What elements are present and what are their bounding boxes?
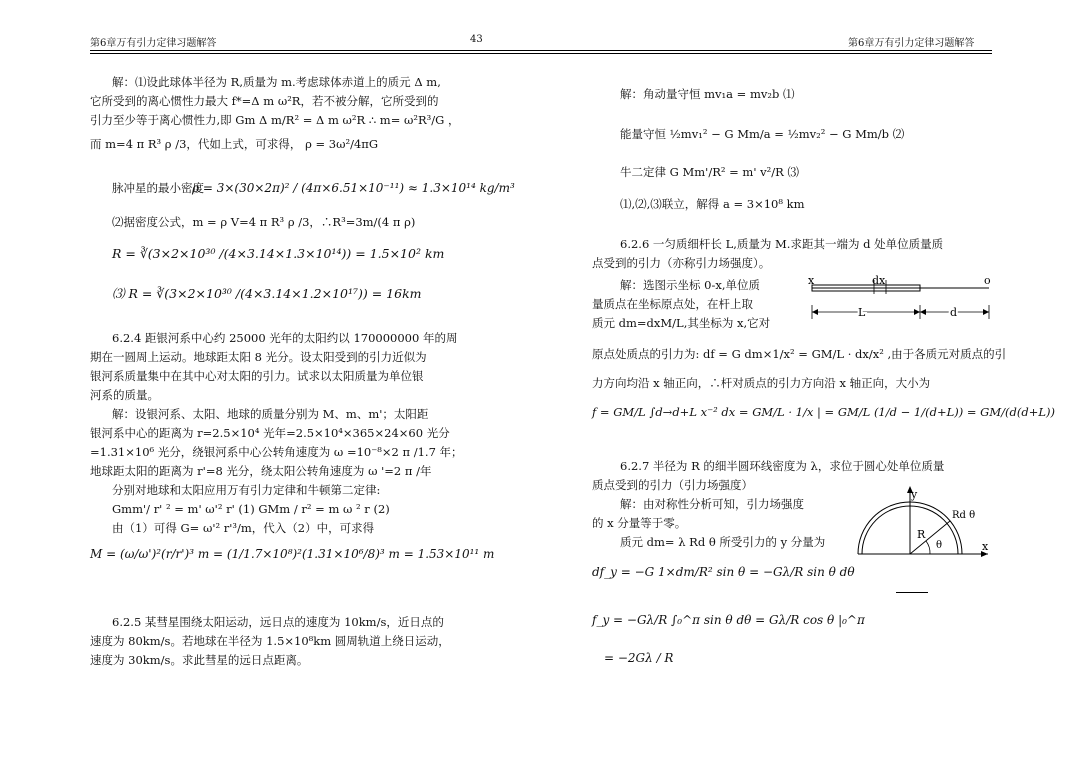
final-result-equation: = −2Gλ / R [604, 651, 674, 665]
ring-R-label: R [917, 528, 926, 541]
rod-d-label: d [950, 306, 958, 319]
fy-equation: f_y = −Gλ/R ∫₀^π sin θ dθ = Gλ/R cos θ |₀^π [592, 613, 865, 627]
rod-origin-label: o [984, 274, 991, 287]
galaxy-mass-equation: M = (ω/ω')²(r/r')³ m = (1/1.7×10⁸)²(1.31×10⁶/8)³ m = 1.53×10¹¹ m [90, 547, 495, 561]
p625-line-3: 速度为 30km/s。求此彗星的远日点距离。 [90, 653, 309, 667]
semicircle-ring-figure [850, 482, 992, 562]
p626-cont-line-1: 原点处质点的引力为: df = G dm×1/x² = GM/L · dx/x² ,由于各质元对质点的引 [592, 347, 1007, 361]
solution-result: ⑴,⑵,⑶联立，解得 a = 3×10⁸ km [620, 197, 805, 211]
page-number: 43 [470, 34, 483, 45]
ring-x-label: x [982, 540, 989, 553]
rod-dx-label: dx [872, 274, 886, 287]
header-rule [90, 50, 992, 51]
rod-figure [804, 274, 992, 324]
p624-line-1: 6.2.4 距银河系中心约 25000 光年的太阳约以 170000000 年的周 [112, 331, 458, 345]
header-left-title: 第6章万有引力定律习题解答 [90, 38, 217, 49]
p1-line-4: 而 m=4 π R³ ρ /3，代如上式，可求得， ρ = 3ω²/4πG [90, 137, 379, 151]
p624-line-5: 解：设银河系、太阳、地球的质量分别为 M、m、m'；太阳距 [112, 407, 429, 421]
p624-line-9: 分别对地球和太阳应用万有引力定律和牛顿第二定律: [112, 483, 381, 497]
radius-equation-3: ⑶ R = ∛(3×2×10³⁰ /(4×3.14×1.2×10¹⁷)) = 16km [112, 286, 422, 301]
p627-line-2: 质点受到的引力（引力场强度） [592, 478, 753, 492]
p625-line-1: 6.2.5 某彗星围绕太阳运动，远日点的速度为 10km/s，近日点的 [112, 615, 444, 629]
ring-theta-label: θ [936, 540, 943, 551]
p624-line-2: 期在一圆周上运动。地球距太阳 8 光分。设太阳受到的引力近似为 [90, 350, 427, 364]
p1-line-1: 解：⑴设此球体半径为 R,质量为 m.考虑球体赤道上的质元 Δ m, [112, 75, 441, 89]
p624-line-6: 银河系中心的距离为 r=2.5×10⁴ 光年=2.5×10⁴×365×24×60 光分 [90, 426, 450, 440]
rod-x-label: x [808, 274, 815, 287]
part2-text: ⑵据密度公式，m = ρ V=4 π R³ ρ /3，∴R³=3m/(4 π ρ) [112, 215, 416, 229]
solution-energy: 能量守恒 ½mv₁² − G Mm/a = ½mv₂² − G Mm/b ⑵ [620, 127, 905, 141]
p627-line-1: 6.2.7 半径为 R 的细半圆环线密度为 λ，求位于圆心处单位质量 [620, 459, 945, 473]
ring-Rdtheta-label: Rd θ [952, 510, 976, 521]
solution-newton: 牛二定律 G Mm'/R² = m' v²/R ⑶ [620, 165, 799, 179]
p624-line-3: 银河系质量集中在其中心对太阳的引力。试求以太阳质量为单位银 [90, 369, 424, 383]
rod-force-equation: f = GM/L ∫d→d+L x⁻² dx = GM/L · 1/x | = GM/L (1/d − 1/(d+L)) = GM/(d(d+L)) [592, 405, 1055, 419]
header-rule-thin [90, 53, 992, 54]
p624-line-11: 由（1）可得 G= ω'² r'³/m，代入（2）中，可求得 [112, 521, 375, 535]
decorative-rule [896, 592, 928, 593]
header-right-title: 第6章万有引力定律习题解答 [848, 38, 975, 49]
solution-angular-momentum: 解：角动量守恒 mv₁a = mv₂b ⑴ [620, 87, 795, 101]
pulsar-density-label: 脉冲星的最小密度 [112, 181, 204, 195]
p626-cont-line-2: 力方向均沿 x 轴正向，∴杆对质点的引力方向沿 x 轴正向，大小为 [592, 376, 931, 390]
p624-line-7: =1.31×10⁶ 光分，绕银河系中心公转角速度为 ω =10⁻⁸×2 π /1.7 年； [90, 445, 463, 459]
p626-line-3: 解：选图示坐标 0-x,单位质 [620, 278, 760, 292]
p624-line-8: 地球距太阳的距离为 r'=8 光分，绕太阳公转角速度为 ω '=2 π /年 [90, 464, 432, 478]
p1-line-2: 它所受到的离心惯性力最大 f*=Δ m ω²R，若不被分解，它所受到的 [90, 94, 439, 108]
ring-y-label: y [911, 488, 918, 501]
rod-L-label: L [858, 306, 866, 319]
p627-line-5: 质元 dm= λ Rd θ 所受引力的 y 分量为 [620, 535, 826, 549]
p626-line-1: 6.2.6 一匀质细杆长 L,质量为 M.求距其一端为 d 处单位质量质 [620, 237, 944, 251]
pulsar-density-equation: ρ = 3×(30×2π)² / (4π×6.51×10⁻¹¹) ≈ 1.3×10¹⁴ kg/m³ [192, 181, 515, 195]
p624-line-4: 河系的质量。 [90, 388, 159, 402]
p627-line-4: 的 x 分量等于零。 [592, 516, 687, 530]
radius-equation-2: R = ∛(3×2×10³⁰ /(4×3.14×1.3×10¹⁴)) = 1.5×10² km [112, 246, 445, 261]
p626-line-2: 点受到的引力（亦称引力场强度）。 [592, 256, 771, 270]
p626-line-4: 量质点在坐标原点处，在杆上取 [592, 297, 753, 311]
p627-line-3: 解：由对称性分析可知，引力场强度 [620, 497, 804, 511]
p625-line-2: 速度为 80km/s。若地球在半径为 1.5×10⁸km 圆周轨道上绕日运动， [90, 634, 450, 648]
p1-line-3: 引力至少等于离心惯性力,即 Gm Δ m/R² = Δ m ω²R ∴ m= ω²R³/G ， [90, 113, 460, 127]
p626-line-5: 质元 dm=dxM/L,其坐标为 x,它对 [592, 316, 771, 330]
p624-line-10: Gmm'/ r' ² = m' ω'² r' (1) GMm / r² = m ω ² r (2) [112, 502, 390, 516]
dfy-equation: df_y = −G 1×dm/R² sin θ = −Gλ/R sin θ dθ [592, 565, 855, 579]
